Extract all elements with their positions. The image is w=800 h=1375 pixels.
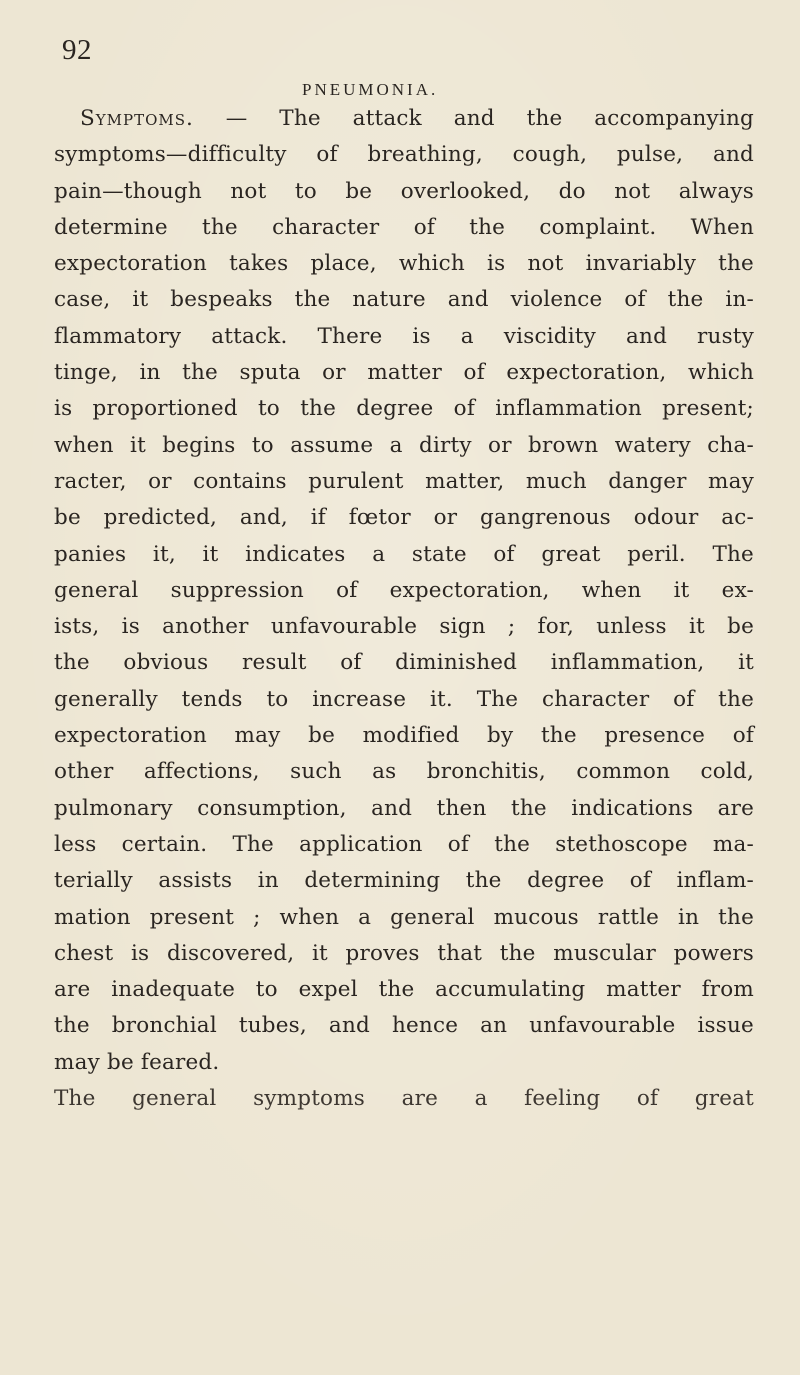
text-line: less certain. The application of the stethoscope ma- [54,831,754,857]
page-number: 92 [62,34,92,66]
lead-dash: — [193,106,280,131]
text-line: case, it bespeaks the nature and violence of the in- [54,287,754,313]
text-line: chest is discovered, it proves that the muscular powers [54,940,754,966]
text-line: mation present ; when a general mucous rattle in the [54,904,754,930]
text-line: is proportioned to the degree of inflammation present; [54,396,754,422]
text-line: panies it, it indicates a state of great peril. The [54,541,754,567]
text-line: general suppression of expectoration, when it ex- [54,577,754,603]
next-paragraph-line: The general symptoms are a feeling of great [54,1086,754,1112]
text-line: be predicted, and, if fœtor or gangrenous odour ac- [54,505,754,531]
text-line: when it begins to assume a dirty or brown watery cha- [54,432,754,458]
text-line: pain—though not to be overlooked, do not always [54,178,754,204]
text-line: flammatory attack. There is a viscidity and rusty [54,323,754,349]
section-lead-word: Symptoms. [80,106,194,131]
text-line: the bronchial tubes, and hence an unfavourable issue [54,1013,754,1039]
text-line: expectoration takes place, which is not invariably the [54,251,754,277]
lead-line-text: The attack and the accompanying [279,106,754,131]
text-line: pulmonary consumption, and then the indications are [54,795,754,821]
text-line [54,101,754,137]
body-text [54,101,754,1117]
text-line: ists, is another unfavourable sign ; for, unless it be [54,614,754,640]
text-line: expectoration may be modified by the presence of [54,723,754,749]
text-line: symptoms—difficulty of breathing, cough, pulse, and [54,142,754,168]
text-line: determine the character of the complaint. When [54,214,754,240]
text-line: may be feared. [54,1049,220,1075]
text-line: the obvious result of diminished inflammation, it [54,650,754,676]
text-line: terially assists in determining the degree of inflam- [54,868,754,894]
text-line: other affections, such as bronchitis, common cold, [54,759,754,785]
text-line: racter, or contains purulent matter, much danger may [54,468,754,494]
running-head: PNEUMONIA. [302,80,439,99]
text-line: generally tends to increase it. The character of the [54,686,754,712]
text-line: tinge, in the sputa or matter of expectoration, which [54,360,754,386]
text-line: are inadequate to expel the accumulating matter from [54,977,754,1003]
